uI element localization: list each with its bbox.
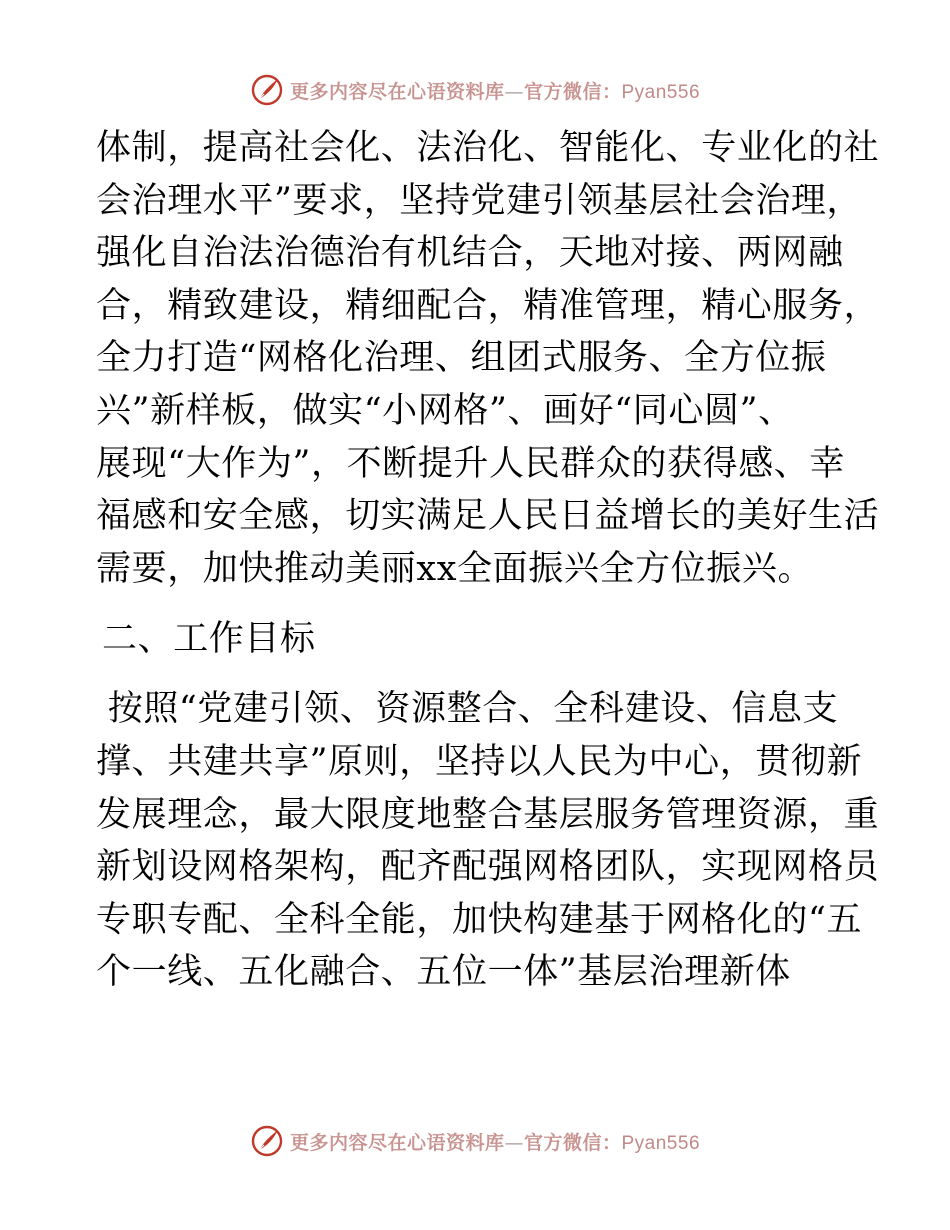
watermark-dash: — [504, 80, 524, 103]
watermark-wechat-id: Pyan556 [621, 1132, 701, 1154]
text-line: 体制，提高社会化、法治化、智能化、专业化的社 [96, 128, 880, 168]
text-line: 福感和安全感，切实满足人民日益增长的美好生活 [96, 496, 880, 537]
text-line: 发展理念，最大限度地整合基层服务管理资源，重 [96, 794, 880, 835]
document-body [96, 122, 880, 999]
watermark-wechat-label: 官方微信： [523, 80, 622, 103]
text-line: 专职专配、全科全能，加快构建基于网格化的“五 [96, 899, 863, 940]
watermark-dash: — [504, 1131, 524, 1154]
footer-watermark [0, 1121, 950, 1161]
text-line: 新划设网格架构，配齐配强网格团队，实现网格员 [96, 847, 880, 888]
text-line: 展现“大作为”，不断提升人民群众的获得感、幸 [96, 443, 845, 484]
text-line: 合，精致建设，精细配合，精准管理，精心服务， [96, 285, 880, 326]
watermark-text [290, 1128, 700, 1155]
text-line: 会治理水平”要求，坚持党建引领基层社会治理， [96, 180, 863, 221]
text-line: 需要，加快推动美丽xx全面振兴全方位振兴。 [96, 548, 814, 589]
text-line: 强化自治法治德治有机结合，天地对接、两网融 [96, 233, 844, 274]
header-watermark [0, 70, 950, 110]
watermark-site-name: 更多内容尽在心语资料库 [289, 1131, 505, 1154]
text-line: 全力打造“网格化治理、组团式服务、全方位振 [96, 338, 827, 379]
spacer [96, 595, 856, 613]
text-line: 撑、共建共享”原则，坚持以人民为中心，贯彻新 [96, 741, 863, 782]
section-heading: 二、工作目标 [102, 619, 316, 660]
watermark-text [290, 77, 700, 104]
quill-pen-circle-icon [250, 1124, 284, 1158]
paragraph-2 [96, 683, 880, 999]
text-line: 按照“党建引领、资源整合、全科建设、信息支 [96, 689, 839, 730]
text-line: 个一线、五化融合、五位一体”基层治理新体 [96, 952, 791, 993]
paragraph-1 [96, 122, 880, 595]
text-line: 兴”新样板，做实“小网格”、画好“同心圆”、 [96, 390, 794, 431]
watermark-wechat-id: Pyan556 [621, 81, 701, 103]
quill-pen-circle-icon [250, 73, 284, 107]
spacer [96, 665, 856, 683]
watermark-site-name: 更多内容尽在心语资料库 [289, 80, 505, 103]
watermark-wechat-label: 官方微信： [523, 1131, 622, 1154]
